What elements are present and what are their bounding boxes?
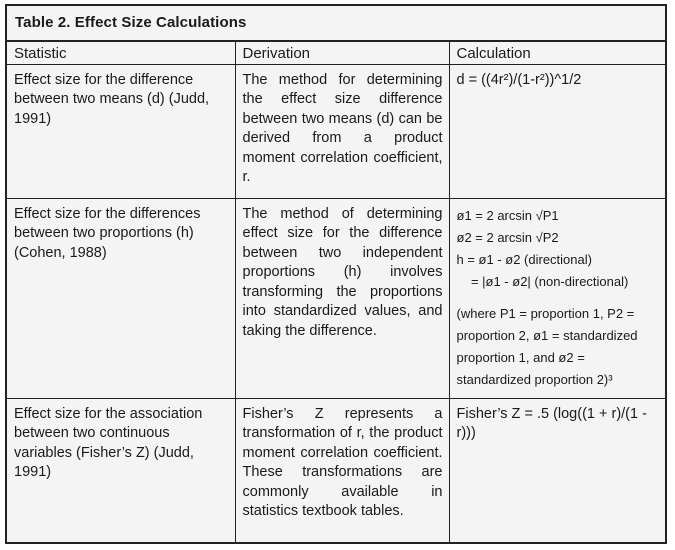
header-calculation: Calculation bbox=[449, 42, 665, 64]
calculation-note: (where P1 = proportion 1, P2 = proportion 2, ø1 = standardized proportion 1, and ø2 = standardized proportion 2)³ bbox=[456, 305, 638, 387]
table-row bbox=[7, 198, 665, 398]
header-statistic: Statistic bbox=[7, 42, 235, 64]
calculation-formula: d = ((4r²)/(1-r²))^1/2 bbox=[456, 71, 582, 88]
effect-size-grid bbox=[7, 42, 665, 544]
calculation-formula: Fisher’s Z = .5 (log((1 + r)/(1 - r))) bbox=[456, 405, 647, 441]
table-title: Table 2. Effect Size Calculations bbox=[7, 6, 665, 42]
table-row bbox=[7, 64, 665, 198]
calculation-formula: ø2 = 2 arcsin √P2 bbox=[456, 229, 559, 245]
calculation-cell bbox=[449, 398, 665, 544]
calculation-cell bbox=[449, 64, 665, 198]
calculation-formula: h = ø1 - ø2 (directional) bbox=[456, 251, 592, 267]
header-derivation: Derivation bbox=[235, 42, 449, 64]
derivation-cell: Fisher’s Z represents a transformation of r, the product moment correlation coefficient. These transformations are commonly available in statistics textbook tables. bbox=[235, 398, 449, 544]
statistic-cell: Effect size for the differences between two proportions (h) (Cohen, 1988) bbox=[7, 198, 235, 398]
statistic-cell: Effect size for the association between two continuous variables (Fisher’s Z) (Judd, 1991) bbox=[7, 398, 235, 544]
calculation-formula: ø1 = 2 arcsin √P1 bbox=[456, 207, 559, 223]
table-row bbox=[7, 398, 665, 544]
statistic-cell: Effect size for the difference between two means (d) (Judd, 1991) bbox=[7, 64, 235, 198]
calculation-formula: = |ø1 - ø2| (non-directional) bbox=[456, 273, 629, 289]
calculation-cell bbox=[449, 198, 665, 398]
derivation-cell: The method for determining the effect size difference between two means (d) can be derived from a product moment correlation coefficient, r. bbox=[235, 64, 449, 198]
header-row bbox=[7, 42, 665, 64]
effect-size-table bbox=[5, 4, 667, 544]
derivation-cell: The method of determining effect size for the difference between two independent proportions (h) involves transforming the proportions into standardized values, and taking the difference. bbox=[235, 198, 449, 398]
